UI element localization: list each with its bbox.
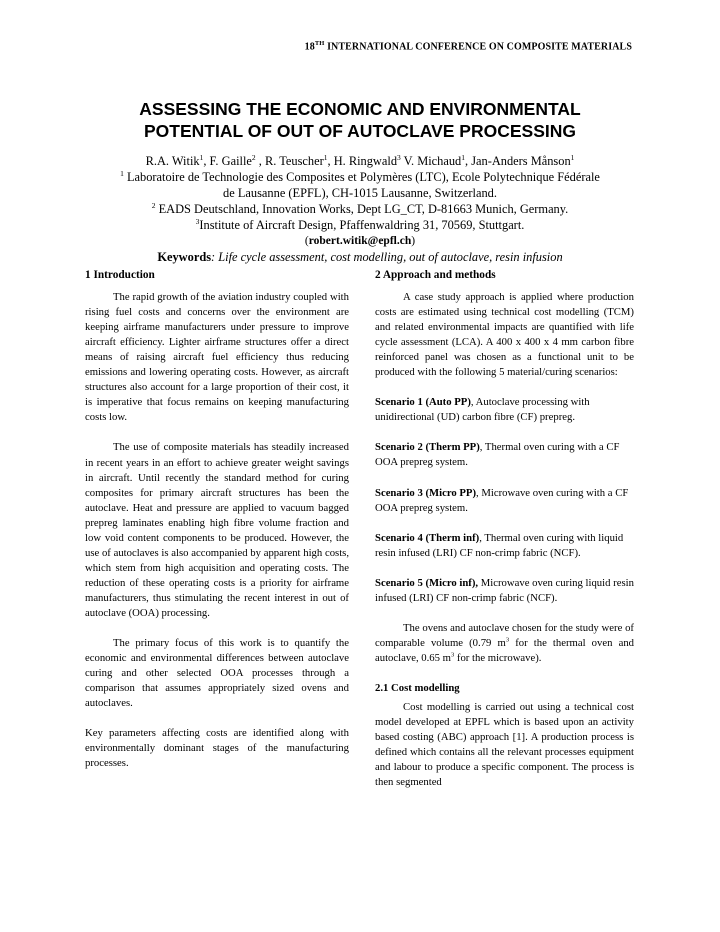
affiliation-sup: 3 (195, 216, 200, 226)
paren: ( (304, 235, 309, 247)
left-column (85, 268, 349, 786)
paragraph: The use of composite materials has steadily increased in recent years in an effort to achieve greater weight savings in aircraft. Until recently the standard method for curing composites for primary aircraft structures has been the autoclave. Heat and pressure are applied to vacuum bagged prepreg laminates enabling high fibre volume fraction and low void content components to be produced. However, the use of autoclaves is also accompanied by apparent high costs, which stem from high acquisition and operating costs. The reduction of these operating costs is a priority for airframe manufacturers, thus stimulating the recent interest in out of autoclave (OOA) processing. (85, 441, 349, 619)
author-sup: 1 (570, 152, 575, 162)
section-heading-introduction: 1 Introduction (85, 269, 155, 281)
author-sup: 1 (461, 152, 465, 162)
affiliation-sup: 1 (120, 168, 124, 178)
text-run: for the thermal oven and autoclave, 0.65 m (375, 636, 635, 664)
authors-affiliations (0, 153, 720, 265)
author-sup: 2 (251, 152, 256, 162)
affiliation-3 (0, 217, 720, 233)
affiliation-1 (0, 169, 720, 185)
affiliation-text: Institute of Aircraft Design, Pfaffenwaldring 31, 70569, Stuttgart. (199, 218, 525, 232)
keywords (0, 249, 720, 265)
scenario-text: Microwave oven curing liquid resin infused (LRI) CF non-crimp fabric (NCF). (375, 576, 634, 604)
scenario-title: Scenario 2 (Therm PP) (375, 441, 480, 454)
scenario-item (375, 531, 634, 561)
scenario-title: Scenario 1 (Auto PP) (375, 396, 471, 409)
keywords-label: Keywords (157, 250, 212, 264)
scenario-text: , Autoclave processing with unidirectional (UD) carbon fibre (CF) prepreg. (375, 396, 590, 424)
paren: ) (411, 235, 416, 247)
title-line-2: POTENTIAL OF OUT OF AUTOCLAVE PROCESSING (143, 121, 576, 141)
superscript: 3 (450, 651, 455, 659)
author: , H. Ringwald (327, 154, 398, 168)
header-sup: TH (314, 40, 325, 47)
conference-header (0, 40, 720, 52)
scenario-title: Scenario 5 (Micro inf), (375, 576, 479, 589)
scenario-text: , Thermal oven curing with a CF OOA prepreg system. (375, 441, 620, 469)
corresponding-email (0, 233, 720, 249)
right-column (375, 268, 634, 790)
affiliation-sup: 2 (151, 200, 156, 210)
header-number: 18 (304, 41, 315, 53)
scenario-title: Scenario 3 (Micro PP) (375, 486, 477, 499)
scenario-title: Scenario 4 (Therm inf) (375, 531, 480, 544)
affiliation-text: Laboratoire de Technologie des Composites et Polymères (LTC), Ecole Polytechnique Fédérale (123, 170, 600, 184)
author: , F. Gaille (203, 154, 252, 168)
paragraph: Key parameters affecting costs are identified along with environmentally dominant stages of the manufacturing processes. (85, 727, 349, 770)
scenario-text: , Thermal oven curing with liquid resin infused (LRI) CF non-crimp fabric (NCF). (375, 531, 624, 559)
title-line-1: ASSESSING THE ECONOMIC AND ENVIRONMENTAL (139, 99, 581, 119)
paragraph: Cost modelling is carried out using a technical cost model developed at EPFL which is based upon an activity based costing (ABC) approach [1]. A production process is defined which contains all the relevant processes equipment and labour to produce a specific component. The process is then segmented (375, 700, 634, 789)
superscript: 3 (505, 636, 510, 644)
text-run: The ovens and autoclave chosen for the study were of comparable volume (0.79 m (375, 621, 634, 649)
affiliation-text: EADS Deutschland, Innovation Works, Dept LG_CT, D-81663 Munich, Germany. (155, 202, 569, 216)
keywords-sep: : (211, 250, 219, 264)
paragraph: The primary focus of this work is to quantify the economic and environmental differences between autoclave curing and other selected OOA processes through a comparison that assumes appropriately sized ovens and autoclaves. (85, 637, 349, 710)
scenario-item (375, 486, 634, 516)
scenario-item (375, 440, 634, 470)
scenario-text: , Microwave oven curing with a CF OOA prepreg system. (375, 486, 629, 514)
keywords-text: Life cycle assessment, cost modelling, out of autoclave, resin infusion (218, 250, 563, 264)
author: , Jan-Anders Månson (465, 154, 571, 168)
author-sup: 1 (323, 152, 328, 162)
scenario-item (375, 576, 634, 606)
email-link[interactable]: robert.witik@epfl.ch (308, 235, 412, 247)
author: R.A. Witik (145, 154, 200, 168)
author-sup: 1 (199, 152, 204, 162)
scenario-item (375, 395, 634, 425)
section-heading-approach: 2 Approach and methods (375, 269, 496, 281)
subsection-heading-cost-modelling: 2.1 Cost modelling (375, 681, 460, 694)
header-text: INTERNATIONAL CONFERENCE ON COMPOSITE MATERIALS (324, 41, 632, 53)
author: , R. Teuscher (255, 154, 324, 168)
text-run: for the microwave). (454, 651, 542, 664)
author: V. Michaud (400, 154, 462, 168)
paragraph (375, 621, 634, 666)
affiliation-2 (0, 201, 720, 217)
author-list (0, 153, 720, 169)
affiliation-1-cont: de Lausanne (EPFL), CH-1015 Lausanne, Switzerland. (223, 186, 497, 200)
paragraph: A case study approach is applied where production costs are estimated using technical cost modelling (TCM) and related environmental impacts are quantified with life cycle assessment (LCA). A 400 x 400 x 4 mm carbon fibre reinforced panel was chosen as a functional unit to be produced with the following 5 material/curing scenarios: (375, 291, 634, 379)
author-sup: 3 (397, 152, 401, 162)
paragraph: The rapid growth of the aviation industry coupled with rising fuel costs and concerns over the environment are keeping airframe manufacturers under pressure to improve aircraft efficiency. Lighter airframe structures offer a direct means of raising aircraft fuel efficiency thus reducing emissions and lowering operating costs. However, as aircraft structures also account for a large proportion of their cost, it is imperative that focus remains on keeping manufacturing costs low. (85, 291, 349, 424)
paper-title (0, 98, 720, 142)
